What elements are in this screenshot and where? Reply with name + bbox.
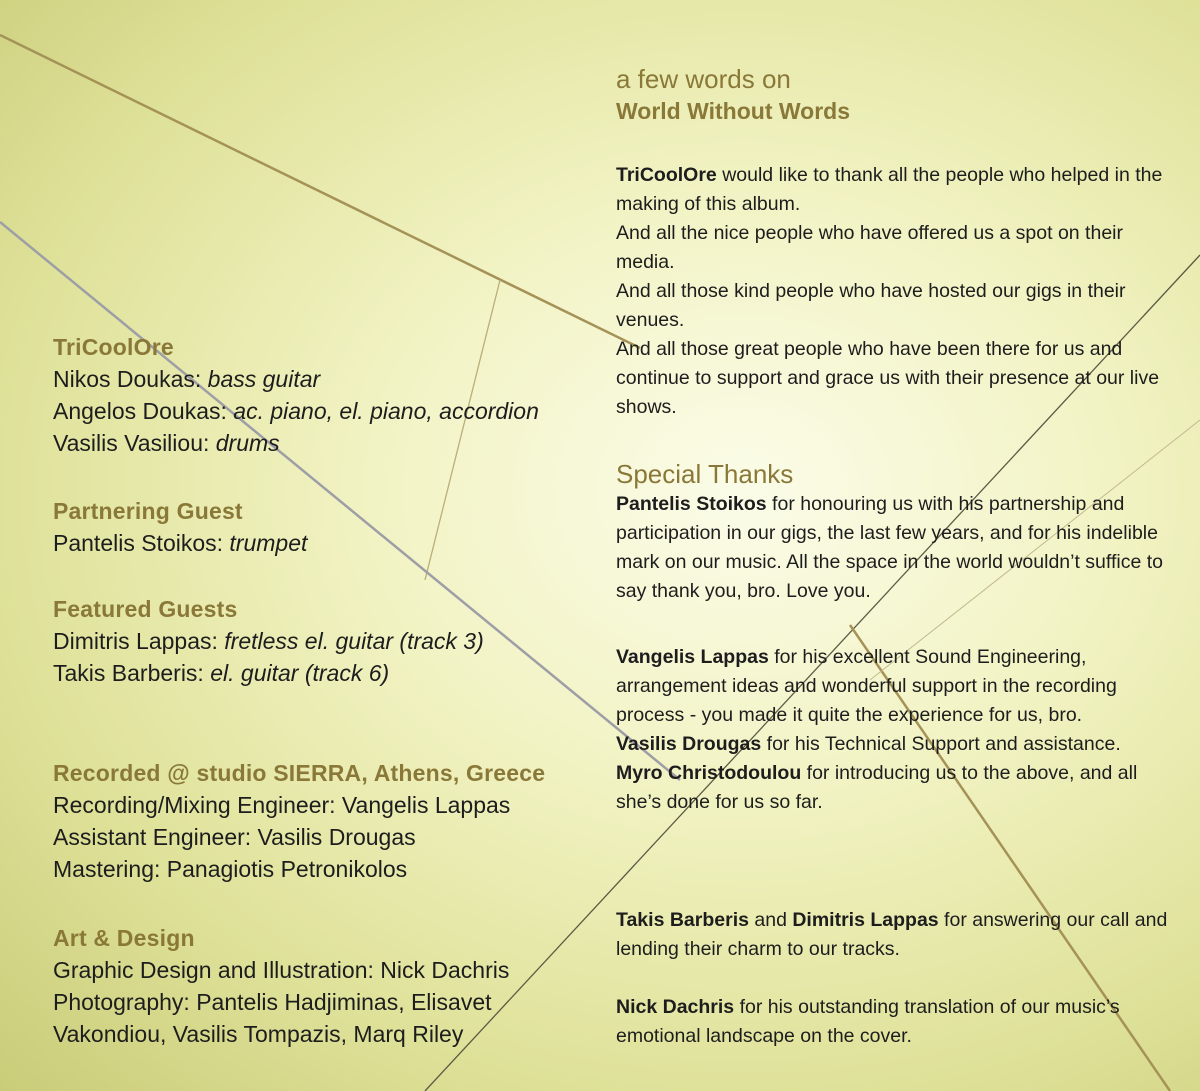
special-thanks-guests: Takis Barberis and Dimitris Lappas for answering our call and lending their charm to our tracks. <box>616 909 1168 960</box>
member-line: Pantelis Stoikos: trumpet <box>53 530 308 556</box>
thanks-paragraph <box>616 161 1176 422</box>
member-line: Angelos Doukas: ac. piano, el. piano, accordion <box>53 398 539 424</box>
band-credits <box>53 331 539 459</box>
thanks-drougas: Vasilis Drougas for his Technical Support and assistance. <box>616 733 1121 755</box>
member-line: Dimitris Lappas: fretless el. guitar (track 3) <box>53 628 484 654</box>
thanks-line: And all those kind people who have hosted our gigs in their venues. <box>616 280 1126 331</box>
intro-heading <box>616 63 1176 127</box>
thanks-lappas: Vangelis Lappas for his excellent Sound Engineering, arrangement ideas and wonderful support in the recording process - you made it quite the experience for us, bro. <box>616 646 1117 726</box>
credit-line: Vakondiou, Vasilis Tompazis, Marq Riley <box>53 1021 464 1047</box>
special-thanks-dachris: Nick Dachris for his outstanding translation of our music’s emotional landscape on the cover. <box>616 996 1120 1047</box>
credit-line: Mastering: Panagiotis Petronikolos <box>53 856 408 882</box>
special-thanks-group <box>616 643 1176 817</box>
member-line: Nikos Doukas: bass guitar <box>53 366 321 392</box>
intro-small-text: a few words on <box>616 64 791 94</box>
featured-credits <box>53 593 484 689</box>
credit-line: Assistant Engineer: Vasilis Drougas <box>53 824 416 850</box>
member-line: Vasilis Vasiliou: drums <box>53 430 280 456</box>
credit-line: Photography: Pantelis Hadjiminas, Elisavet <box>53 989 492 1015</box>
featured-heading: Featured Guests <box>53 596 238 622</box>
thanks-line: And all those great people who have been there for us and continue to support and grace us with their presence at our live shows. <box>616 338 1160 418</box>
thanks-intro: TriCoolOre would like to thank all the people who helped in the making of this album. <box>616 164 1163 215</box>
art-heading: Art & Design <box>53 925 195 951</box>
member-line: Takis Barberis: el. guitar (track 6) <box>53 660 390 686</box>
partnering-heading: Partnering Guest <box>53 498 243 524</box>
band-heading: TriCoolOre <box>53 334 174 360</box>
recorded-heading: Recorded @ studio SIERRA, Athens, Greece <box>53 760 546 786</box>
credit-line: Graphic Design and Illustration: Nick Dachris <box>53 957 510 983</box>
art-credits <box>53 922 509 1050</box>
thanks-christodoulou: Myro Christodoulou for introducing us to the above, and all she’s done for us so far. <box>616 762 1138 813</box>
recording-credits <box>53 757 545 885</box>
credit-line: Recording/Mixing Engineer: Vangelis Lappas <box>53 792 511 818</box>
thanks-line: And all the nice people who have offered us a spot on their media. <box>616 222 1123 273</box>
partnering-credits <box>53 495 307 559</box>
special-thanks-heading: Special Thanks <box>616 459 794 489</box>
special-thanks-stoikos: Pantelis Stoikos for honouring us with his partnership and participation in our gigs, the last few years, and for his indelible mark on our music. All the space in the world wouldn’t suffice to say thank you, bro. Love you. <box>616 493 1163 602</box>
album-title: World Without Words <box>616 98 851 124</box>
